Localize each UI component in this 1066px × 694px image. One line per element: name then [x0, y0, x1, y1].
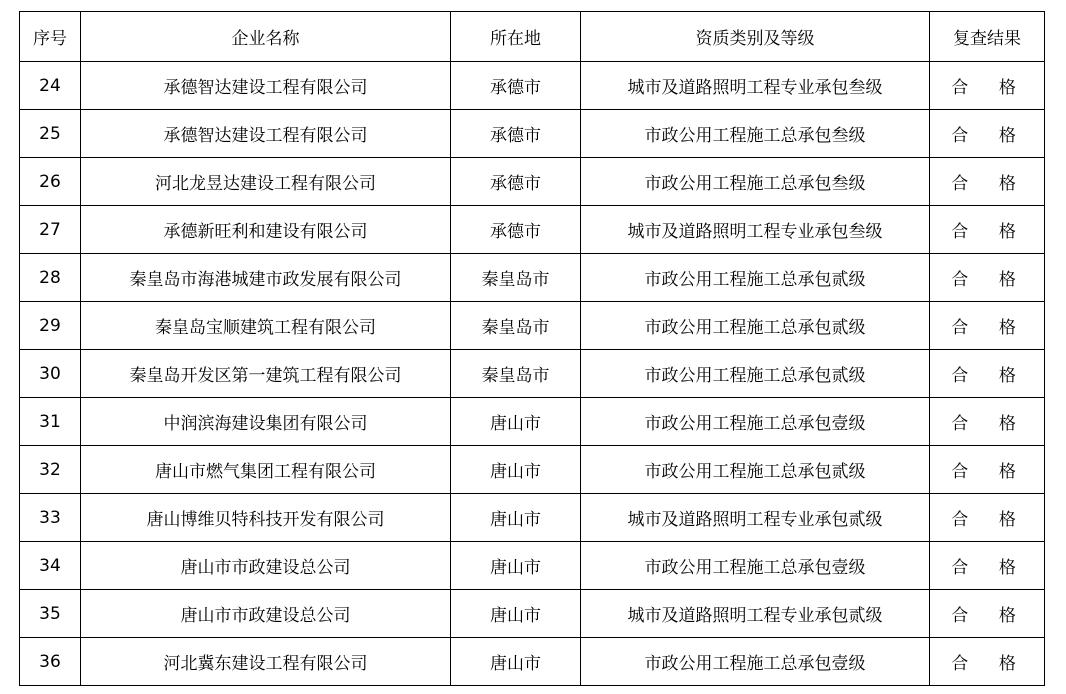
cell-company-name: 承德智达建设工程有限公司 — [81, 110, 451, 158]
cell-review-result: 合 格 — [930, 62, 1045, 110]
header-qualification: 资质类别及等级 — [581, 12, 930, 62]
header-company-name: 企业名称 — [81, 12, 451, 62]
table-row — [20, 398, 1045, 446]
cell-review-result: 合 格 — [930, 590, 1045, 638]
cell-company-name: 唐山市燃气集团工程有限公司 — [81, 446, 451, 494]
table-row — [20, 62, 1045, 110]
cell-company-name: 唐山市市政建设总公司 — [81, 542, 451, 590]
cell-qualification: 城市及道路照明工程专业承包叁级 — [581, 62, 930, 110]
table-row — [20, 110, 1045, 158]
cell-qualification: 市政公用工程施工总承包叁级 — [581, 110, 930, 158]
cell-qualification: 城市及道路照明工程专业承包叁级 — [581, 206, 930, 254]
cell-location: 唐山市 — [451, 638, 581, 686]
cell-location: 秦皇岛市 — [451, 254, 581, 302]
cell-review-result: 合 格 — [930, 494, 1045, 542]
cell-location: 唐山市 — [451, 446, 581, 494]
cell-qualification: 市政公用工程施工总承包贰级 — [581, 254, 930, 302]
cell-location: 承德市 — [451, 110, 581, 158]
table-row — [20, 638, 1045, 686]
cell-company-name: 承德新旺利和建设有限公司 — [81, 206, 451, 254]
cell-qualification: 市政公用工程施工总承包贰级 — [581, 302, 930, 350]
cell-review-result: 合 格 — [930, 350, 1045, 398]
cell-review-result: 合 格 — [930, 446, 1045, 494]
cell-seq: 35 — [20, 590, 81, 638]
cell-review-result: 合 格 — [930, 206, 1045, 254]
cell-location: 承德市 — [451, 206, 581, 254]
cell-company-name: 中润滨海建设集团有限公司 — [81, 398, 451, 446]
table-row — [20, 206, 1045, 254]
table-row — [20, 542, 1045, 590]
cell-qualification: 市政公用工程施工总承包贰级 — [581, 446, 930, 494]
cell-review-result: 合 格 — [930, 110, 1045, 158]
cell-location: 承德市 — [451, 62, 581, 110]
cell-company-name: 秦皇岛开发区第一建筑工程有限公司 — [81, 350, 451, 398]
cell-qualification: 城市及道路照明工程专业承包贰级 — [581, 494, 930, 542]
cell-location: 唐山市 — [451, 398, 581, 446]
review-results-table — [19, 11, 1045, 686]
cell-seq: 24 — [20, 62, 81, 110]
cell-review-result: 合 格 — [930, 398, 1045, 446]
cell-review-result: 合 格 — [930, 254, 1045, 302]
cell-review-result: 合 格 — [930, 158, 1045, 206]
cell-company-name: 承德智达建设工程有限公司 — [81, 62, 451, 110]
cell-seq: 34 — [20, 542, 81, 590]
cell-company-name: 河北冀东建设工程有限公司 — [81, 638, 451, 686]
cell-qualification: 市政公用工程施工总承包壹级 — [581, 638, 930, 686]
cell-review-result: 合 格 — [930, 302, 1045, 350]
cell-location: 唐山市 — [451, 494, 581, 542]
cell-seq: 33 — [20, 494, 81, 542]
table-row — [20, 494, 1045, 542]
table-row — [20, 158, 1045, 206]
table-row — [20, 446, 1045, 494]
table-body — [20, 62, 1045, 686]
cell-location: 秦皇岛市 — [451, 350, 581, 398]
table-row — [20, 590, 1045, 638]
cell-qualification: 市政公用工程施工总承包壹级 — [581, 398, 930, 446]
cell-review-result: 合 格 — [930, 542, 1045, 590]
cell-seq: 26 — [20, 158, 81, 206]
cell-seq: 28 — [20, 254, 81, 302]
table-row — [20, 254, 1045, 302]
cell-seq: 25 — [20, 110, 81, 158]
cell-company-name: 河北龙昱达建设工程有限公司 — [81, 158, 451, 206]
cell-company-name: 唐山市市政建设总公司 — [81, 590, 451, 638]
header-location: 所在地 — [451, 12, 581, 62]
cell-seq: 32 — [20, 446, 81, 494]
cell-qualification: 城市及道路照明工程专业承包贰级 — [581, 590, 930, 638]
table-header-row — [20, 12, 1045, 62]
cell-company-name: 秦皇岛市海港城建市政发展有限公司 — [81, 254, 451, 302]
cell-location: 秦皇岛市 — [451, 302, 581, 350]
cell-seq: 27 — [20, 206, 81, 254]
cell-seq: 30 — [20, 350, 81, 398]
table-row — [20, 302, 1045, 350]
cell-location: 承德市 — [451, 158, 581, 206]
cell-company-name: 唐山博维贝特科技开发有限公司 — [81, 494, 451, 542]
cell-location: 唐山市 — [451, 590, 581, 638]
cell-seq: 36 — [20, 638, 81, 686]
cell-company-name: 秦皇岛宝顺建筑工程有限公司 — [81, 302, 451, 350]
cell-qualification: 市政公用工程施工总承包贰级 — [581, 350, 930, 398]
header-review-result: 复查结果 — [930, 12, 1045, 62]
table-row — [20, 350, 1045, 398]
cell-qualification: 市政公用工程施工总承包叁级 — [581, 158, 930, 206]
cell-location: 唐山市 — [451, 542, 581, 590]
cell-review-result: 合 格 — [930, 638, 1045, 686]
cell-seq: 31 — [20, 398, 81, 446]
header-seq: 序号 — [20, 12, 81, 62]
cell-qualification: 市政公用工程施工总承包壹级 — [581, 542, 930, 590]
cell-seq: 29 — [20, 302, 81, 350]
